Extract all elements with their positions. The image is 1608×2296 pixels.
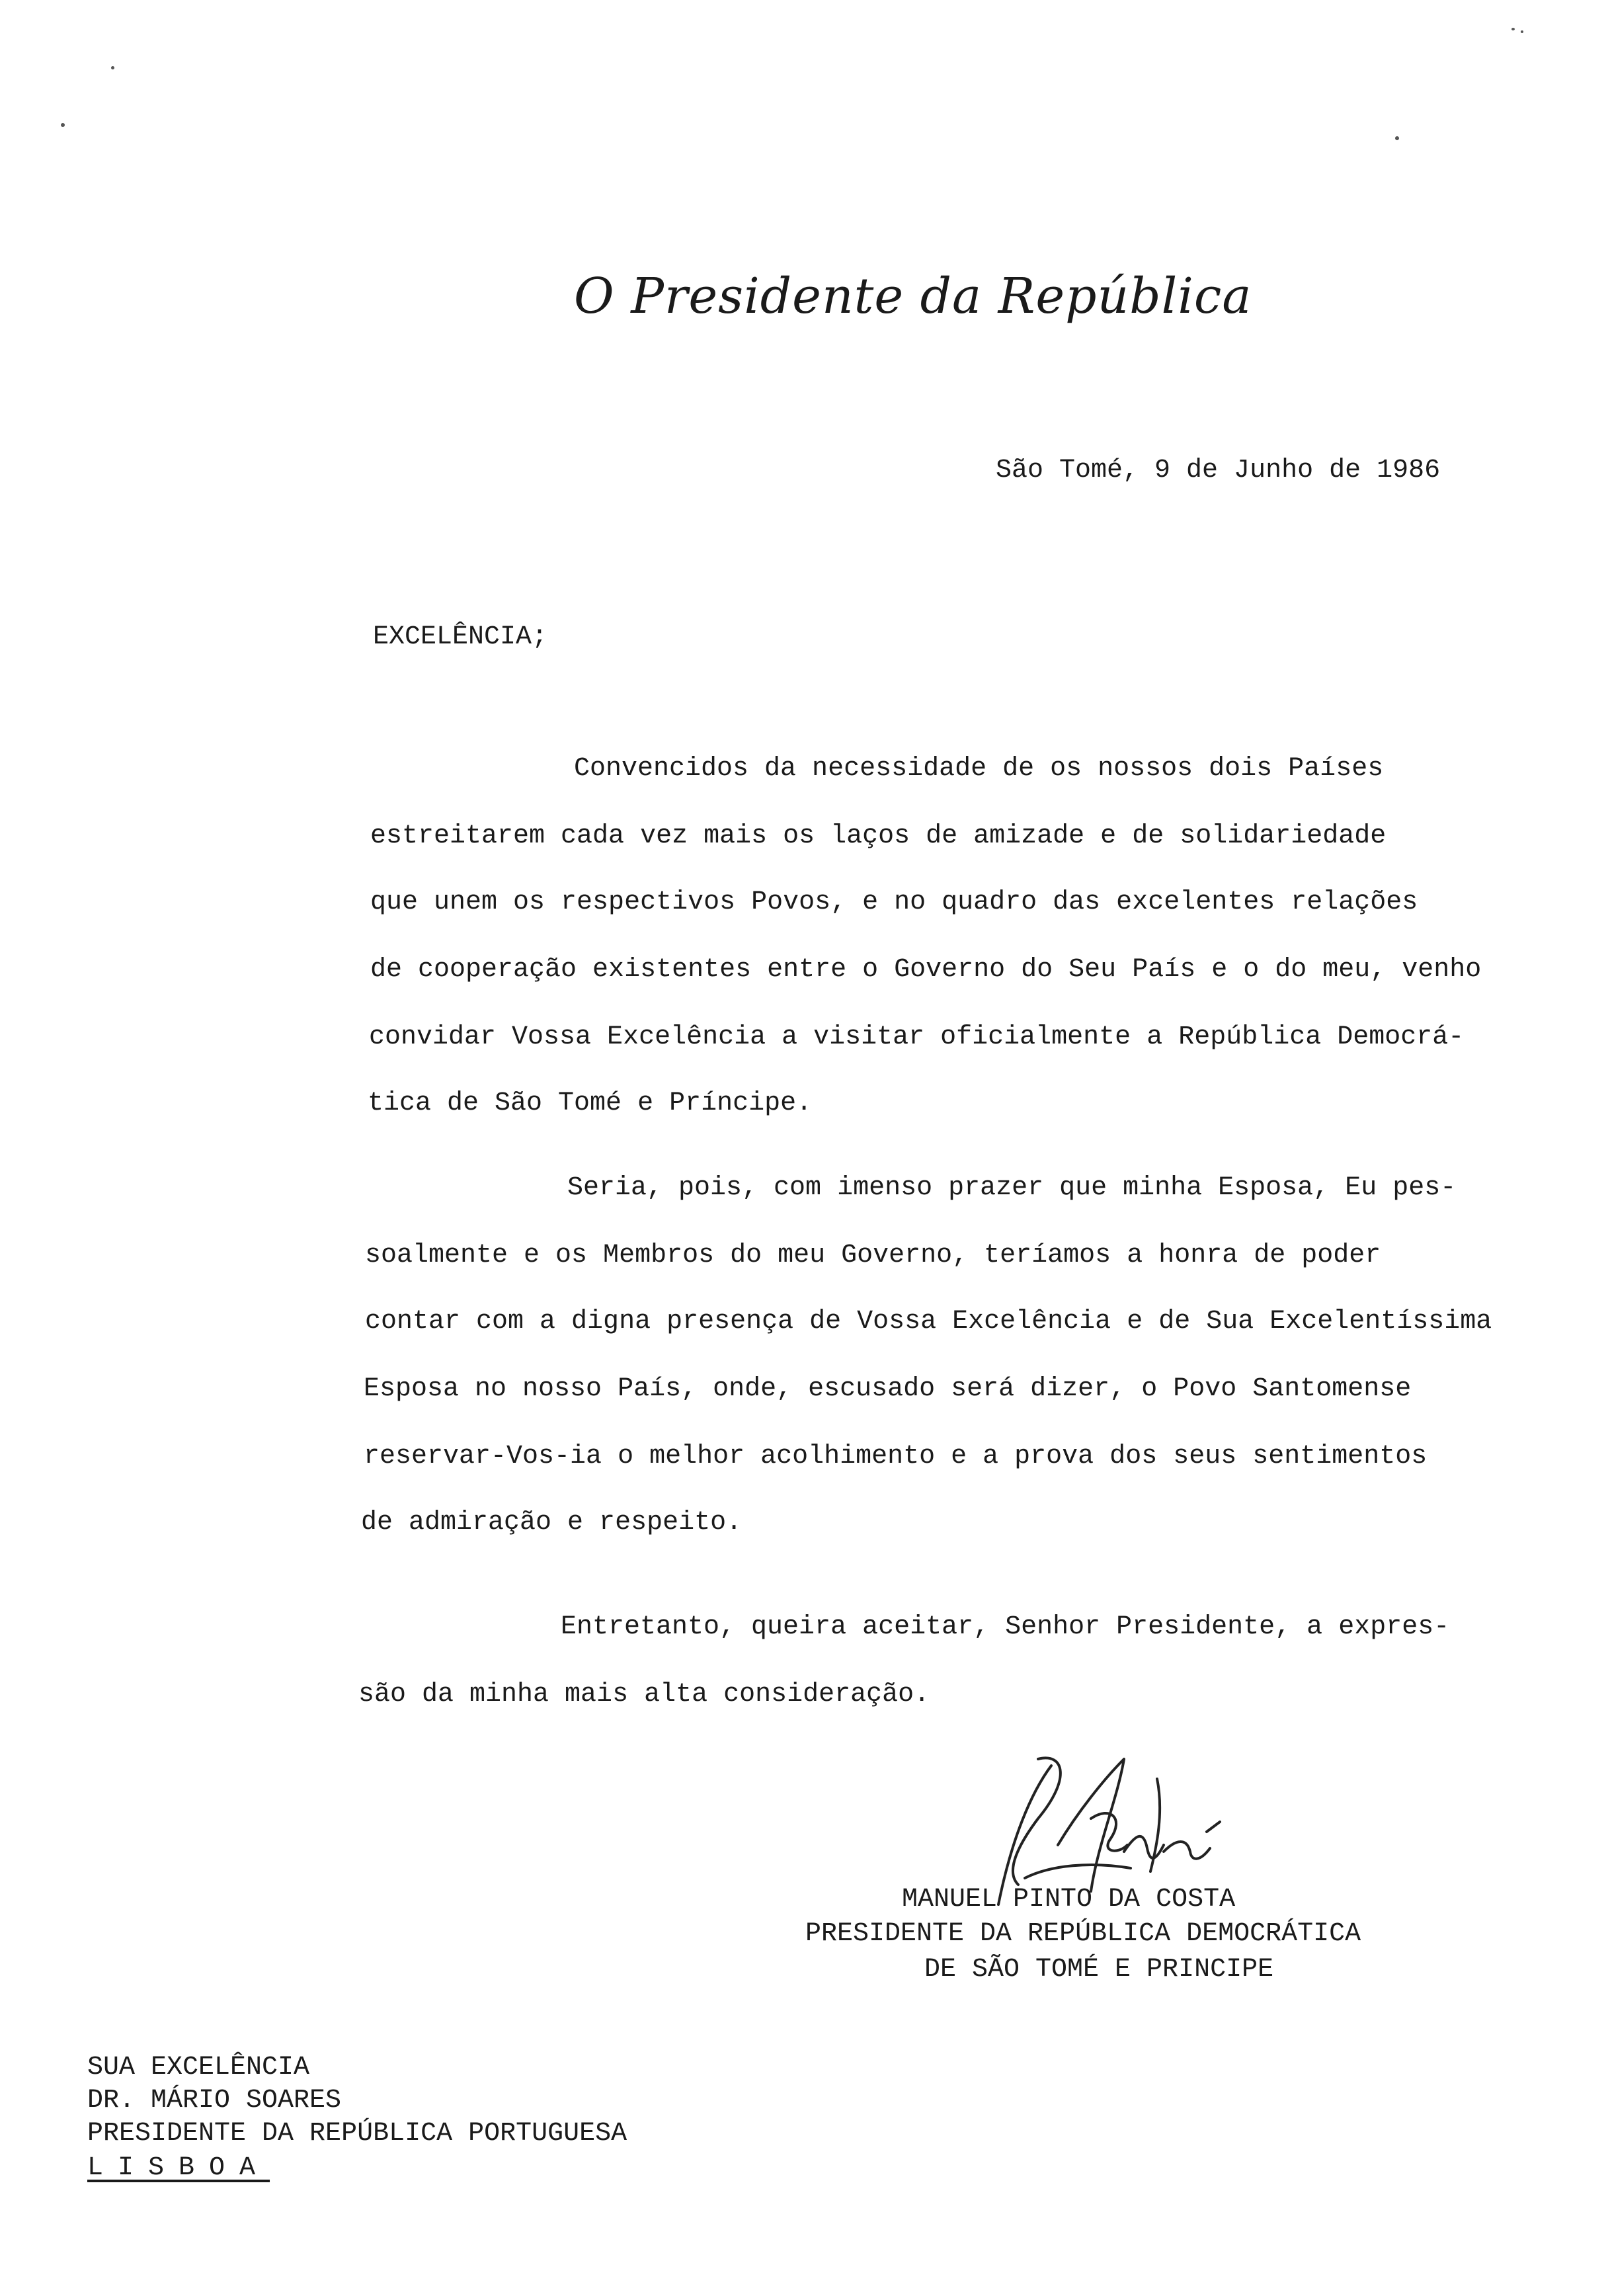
letterhead-title: O Presidente da República <box>574 268 1252 325</box>
recipient-salutation: SUA EXCELÊNCIA <box>87 2053 310 2082</box>
body-line: soalmente e os Membros do meu Governo, teríamos a honra de poder <box>365 1241 1381 1270</box>
scan-speck <box>1511 28 1515 30</box>
body-line: Convencidos da necessidade de os nossos dois Países <box>574 754 1384 784</box>
recipient-title: PRESIDENTE DA REPÚBLICA PORTUGUESA <box>87 2119 627 2149</box>
body-line: de cooperação existentes entre o Governo do Seu País e o do meu, venho <box>370 955 1482 985</box>
scan-speck <box>61 123 65 127</box>
recipient-city: LISBOA <box>87 2153 270 2183</box>
body-line: contar com a digna presença de Vossa Excelência e de Sua Excelentíssima <box>365 1307 1492 1336</box>
body-line: Entretanto, queira aceitar, Senhor Presidente, a expres- <box>561 1612 1450 1642</box>
scan-speck <box>1521 30 1523 33</box>
body-line: de admiração e respeito. <box>361 1508 743 1538</box>
signatory-title-line1: PRESIDENTE DA REPÚBLICA DEMOCRÁTICA <box>805 1919 1361 1949</box>
signatory-title-line2: DE SÃO TOMÉ E PRINCIPE <box>924 1955 1274 1985</box>
body-line: Seria, pois, com imenso prazer que minha Esposa, Eu pes- <box>567 1173 1457 1203</box>
body-line: Esposa no nosso País, onde, escusado será dizer, o Povo Santomense <box>364 1374 1412 1404</box>
recipient-name: DR. MÁRIO SOARES <box>87 2086 342 2115</box>
scan-speck <box>111 66 114 69</box>
scan-speck <box>1395 136 1399 140</box>
body-line: estreitarem cada vez mais os laços de amizade e de solidariedade <box>370 821 1387 851</box>
body-line: reservar-Vos-ia o melhor acolhimento e a prova dos seus sentimentos <box>364 1442 1427 1471</box>
signatory-name: MANUEL PINTO DA COSTA <box>902 1885 1236 1914</box>
body-line: convidar Vossa Excelência a visitar oficialmente a República Democrá- <box>369 1022 1465 1052</box>
body-line: tica de São Tomé e Príncipe. <box>368 1088 813 1118</box>
body-line: que unem os respectivos Povos, e no quadro das excelentes relações <box>370 887 1418 917</box>
date-line: São Tomé, 9 de Junho de 1986 <box>996 456 1441 485</box>
body-line: são da minha mais alta consideração. <box>358 1680 930 1709</box>
salutation: EXCELÊNCIA; <box>373 622 548 652</box>
